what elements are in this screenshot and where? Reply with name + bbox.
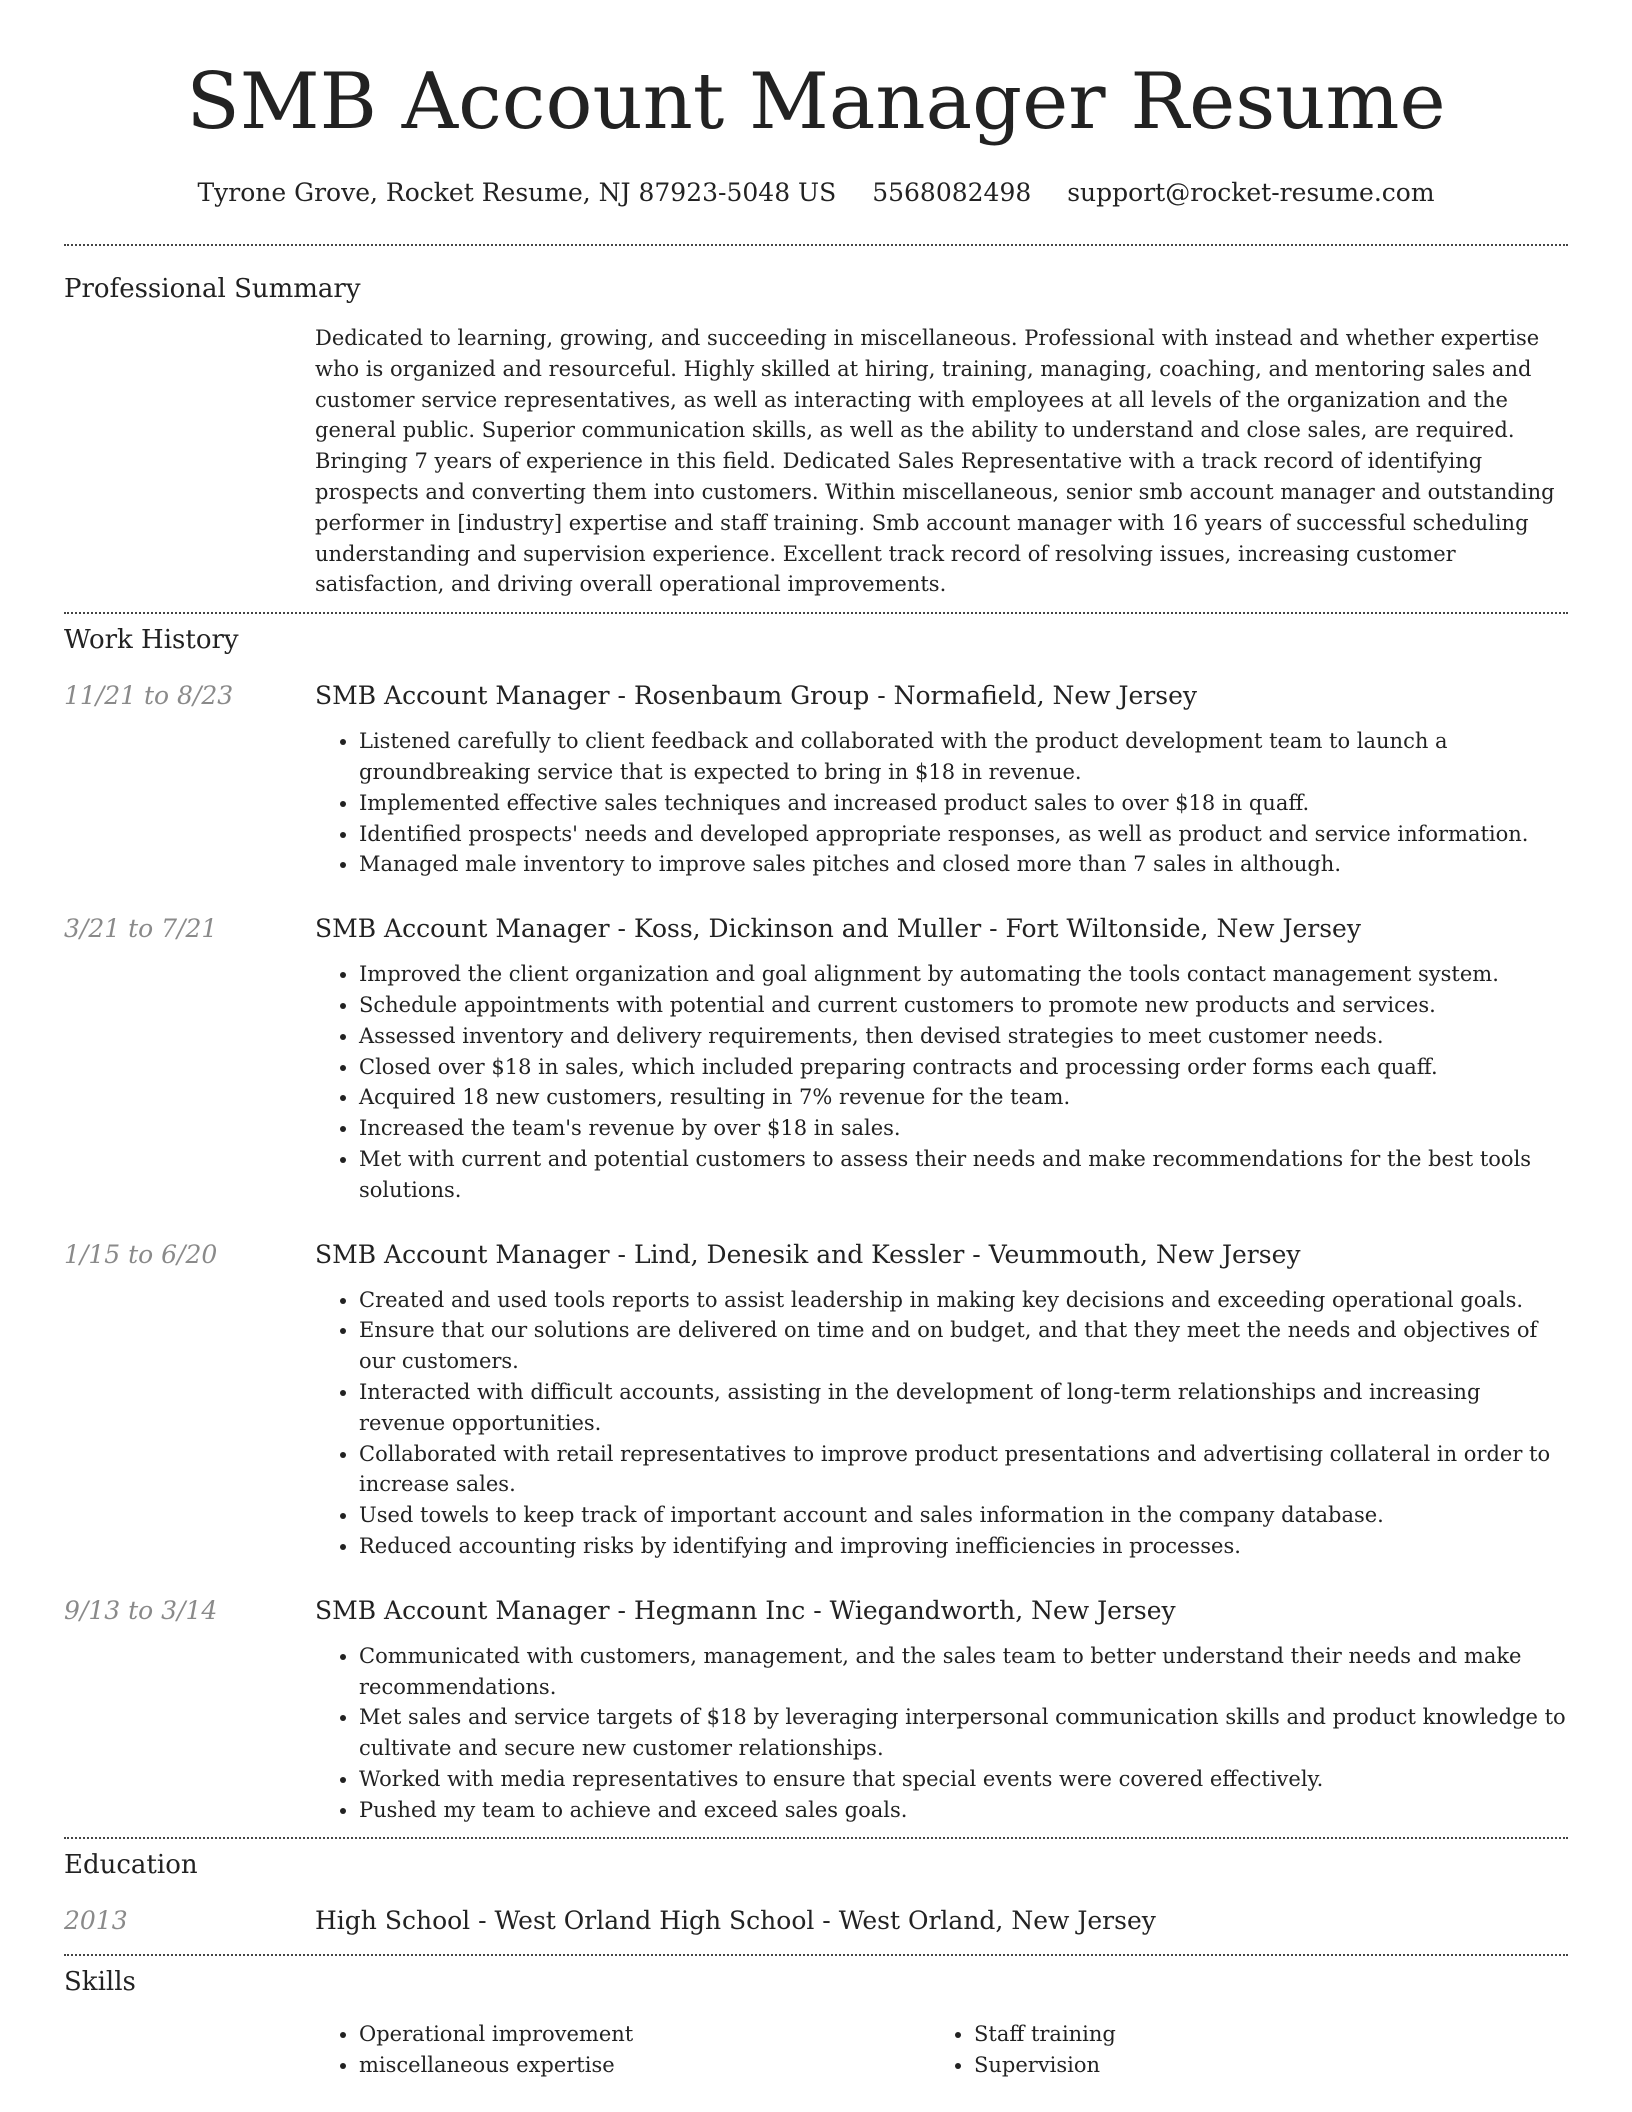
job-bullet: • Met with current and potential customers to assess their needs and make recommendations for the best tools solutions. <box>359 1144 1568 1206</box>
contact-address: Tyrone Grove, Rocket Resume, NJ 87923-5048 US <box>197 178 837 207</box>
job-bullet: • Acquired 18 new customers, resulting in 7% revenue for the team. <box>359 1082 1568 1113</box>
job-bullet: • Implemented effective sales techniques and increased product sales to over $18 in quaff. <box>359 788 1568 819</box>
work-section <box>64 614 1568 1825</box>
education-entry <box>64 1904 1568 1938</box>
skills-column-left <box>315 2019 930 2081</box>
job-bullet: • Assessed inventory and delivery requirements, then devised strategies to meet customer needs. <box>359 1021 1568 1052</box>
job-bullet: • Used towels to keep track of important account and sales information in the company database. <box>359 1500 1568 1531</box>
resume-title: SMB Account Manager Resume <box>186 57 1446 147</box>
job-date: 1/15 to 6/20 <box>64 1239 218 1269</box>
job-entry <box>64 1238 1568 1562</box>
skills-columns <box>315 2019 1568 2081</box>
job-entry <box>64 912 1568 1205</box>
job-title: SMB Account Manager - Hegmann Inc - Wiegandworth, New Jersey <box>315 1595 1176 1625</box>
job-entry <box>64 1594 1568 1826</box>
job-bullet: • Interacted with difficult accounts, assisting in the development of long-term relationships and increasing revenue opportunities. <box>359 1377 1568 1439</box>
resume-page <box>64 0 1568 2081</box>
summary-section <box>64 246 1568 600</box>
job-title: SMB Account Manager - Koss, Dickinson and Muller - Fort Wiltonside, New Jersey <box>315 914 1361 944</box>
skills-section <box>64 1956 1568 2081</box>
contact-email: support@rocket-resume.com <box>1067 178 1435 207</box>
job-date: 3/21 to 7/21 <box>64 914 218 944</box>
contact-line <box>64 176 1568 210</box>
summary-heading: Professional Summary <box>64 274 361 304</box>
skills-heading: Skills <box>64 1967 136 1998</box>
education-title: High School - West Orland High School - West Orland, New Jersey <box>315 1906 1156 1936</box>
job-bullet: • Ensure that our solutions are delivered on time and on budget, and that they meet the needs and objectives of our customers. <box>359 1315 1568 1377</box>
job-bullets <box>315 1285 1568 1562</box>
job-bullet: • Pushed my team to achieve and exceed sales goals. <box>359 1795 1568 1826</box>
job-date: 9/13 to 3/14 <box>64 1595 218 1625</box>
job-title: SMB Account Manager - Lind, Denesik and Kessler - Veummouth, New Jersey <box>315 1239 1301 1269</box>
job-bullet: • Identified prospects' needs and developed appropriate responses, as well as product and service information. <box>359 819 1568 850</box>
summary-text: Dedicated to learning, growing, and succeeding in miscellaneous. Professional with instead and whether expertise who is organized and resourceful. Highly skilled at hiring, training, managing, coaching, and mentoring sales and customer service representatives, as well as interacting with employees at all levels of the organization and the general public. Superior communication skills, as well as the ability to understand and close sales, are required. Bringing 7 years of experience in this field. Dedicated Sales Representative with a track record of identifying prospects and converting them into customers. Within miscellaneous, senior smb account manager and outstanding performer in [industry] expertise and staff training. Smb account manager with 16 years of successful scheduling understanding and supervision experience. Excellent track record of resolving issues, increasing customer satisfaction, and driving overall operational improvements. <box>315 326 1555 597</box>
skill-item: • Supervision <box>974 2050 1545 2081</box>
job-bullet: • Schedule appointments with potential and current customers to promote new products and services. <box>359 990 1568 1021</box>
contact-phone: 5568082498 <box>872 178 1032 207</box>
job-bullet: • Worked with media representatives to ensure that special events were covered effectively. <box>359 1764 1568 1795</box>
skill-item: • Staff training <box>974 2019 1545 2050</box>
job-bullets <box>315 726 1568 880</box>
job-bullet: • Collaborated with retail representatives to improve product presentations and advertising collateral in order to increase sales. <box>359 1439 1568 1501</box>
job-title: SMB Account Manager - Rosenbaum Group - Normafield, New Jersey <box>315 681 1198 711</box>
job-bullet: • Created and used tools reports to assist leadership in making key decisions and exceeding operational goals. <box>359 1285 1568 1316</box>
job-bullet: • Met sales and service targets of $18 by leveraging interpersonal communication skills and product knowledge to cultivate and secure new customer relationships. <box>359 1702 1568 1764</box>
job-bullet: • Communicated with customers, management, and the sales team to better understand their needs and make recommendations. <box>359 1641 1568 1703</box>
job-bullet: • Closed over $18 in sales, which included preparing contracts and processing order forms each quaff. <box>359 1052 1568 1083</box>
job-bullets <box>315 959 1568 1205</box>
job-bullet: • Increased the team's revenue by over $18 in sales. <box>359 1113 1568 1144</box>
education-date: 2013 <box>64 1906 128 1936</box>
job-entry <box>64 679 1568 880</box>
job-bullet: • Improved the client organization and goal alignment by automating the tools contact management system. <box>359 959 1568 990</box>
job-bullet: • Reduced accounting risks by identifying and improving inefficiencies in processes. <box>359 1531 1568 1562</box>
work-heading: Work History <box>64 625 239 656</box>
skill-item: • miscellaneous expertise <box>359 2050 930 2081</box>
education-heading: Education <box>64 1850 198 1881</box>
skills-column-right <box>930 2019 1545 2081</box>
skill-item: • Operational improvement <box>359 2019 930 2050</box>
job-date: 11/21 to 8/23 <box>64 681 234 711</box>
job-bullet: • Managed male inventory to improve sales pitches and closed more than 7 sales in although. <box>359 849 1568 880</box>
education-section <box>64 1839 1568 1938</box>
job-bullet: • Listened carefully to client feedback and collaborated with the product development team to launch a groundbreaking service that is expected to bring in $18 in revenue. <box>359 726 1568 788</box>
job-bullets <box>315 1641 1568 1826</box>
